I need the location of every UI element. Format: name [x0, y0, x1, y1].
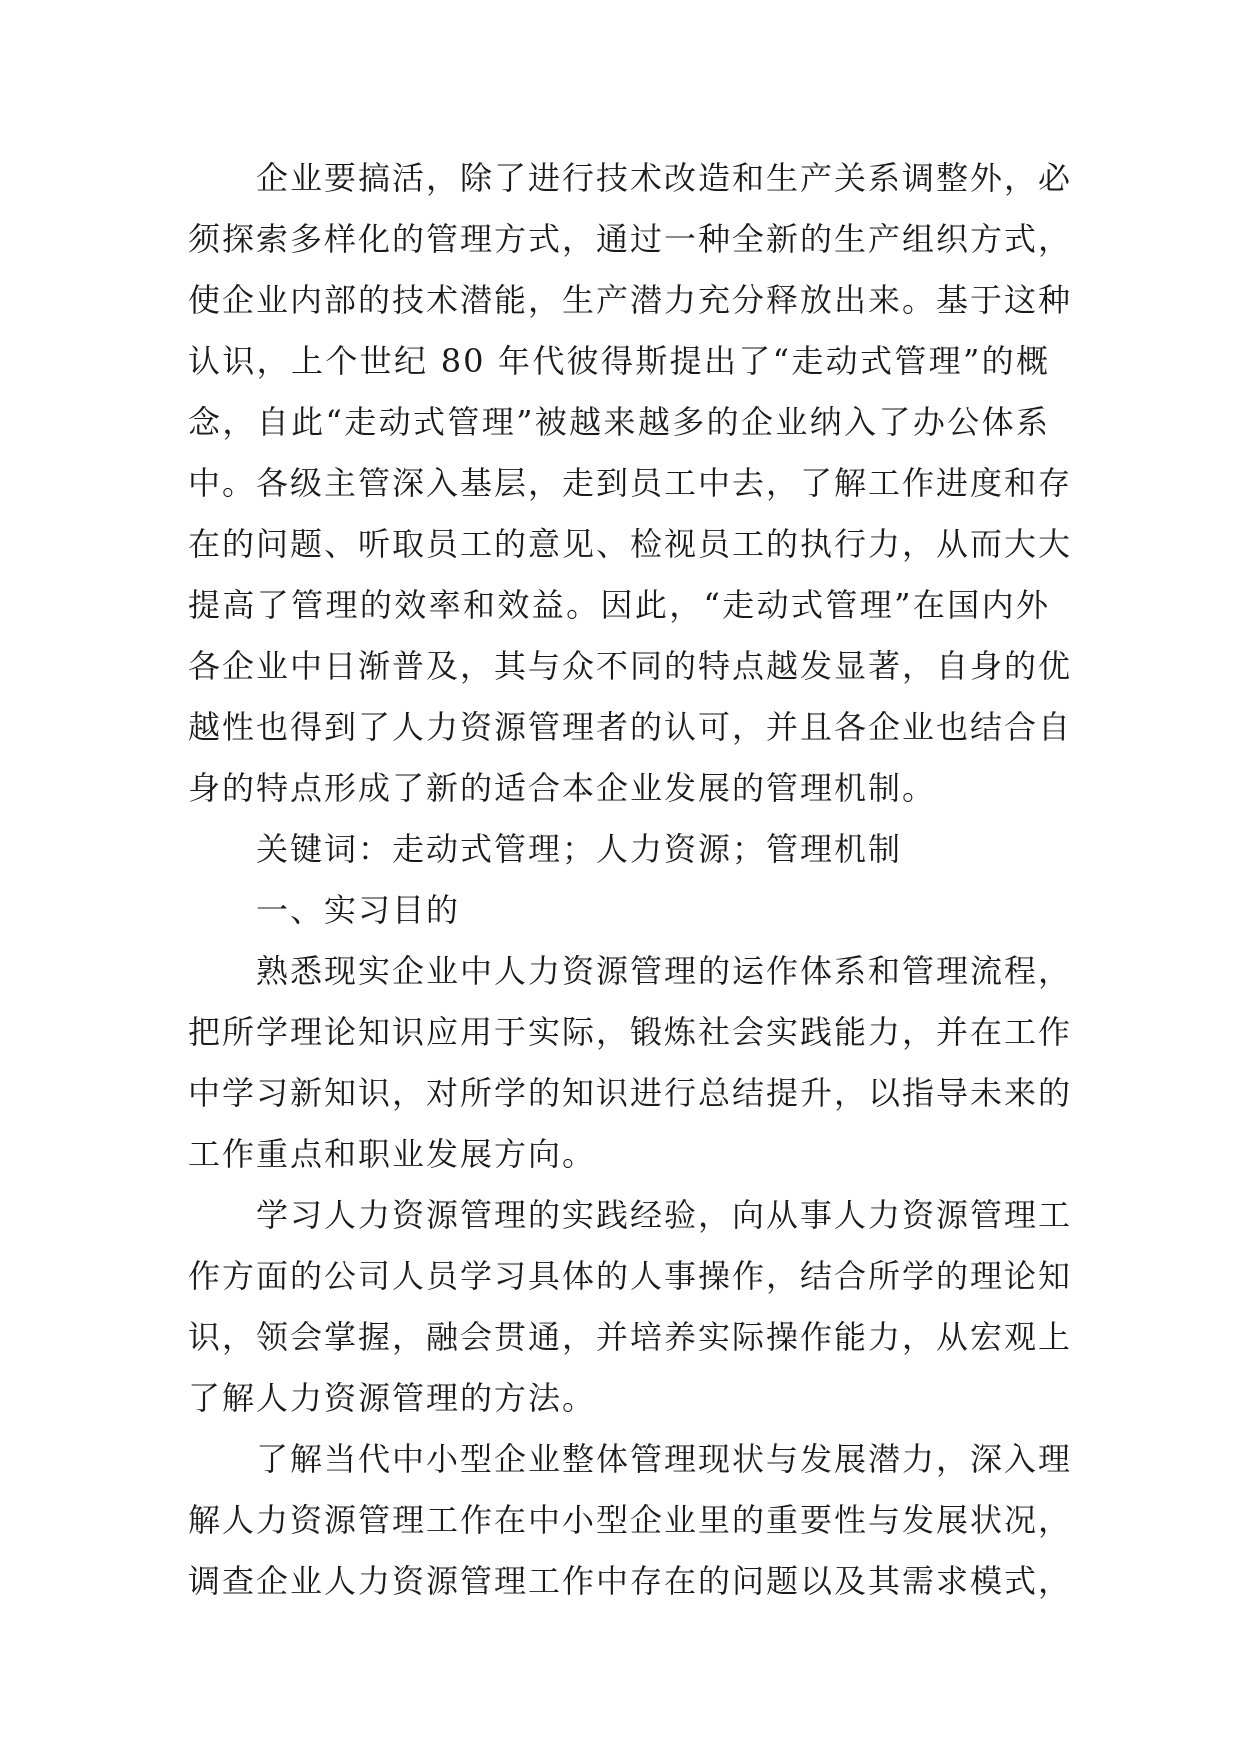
text-line: 念，自此“走动式管理”被越来越多的企业纳入了办公体系: [188, 403, 1050, 441]
text-line: 在的问题、听取员工的意见、检视员工的执行力，从而大大: [188, 525, 1073, 563]
text-line: 熟悉现实企业中人力资源管理的运作体系和管理流程，: [256, 952, 1073, 990]
text-line: 各企业中日渐普及，其与众不同的特点越发显著，自身的优: [188, 647, 1073, 685]
text-line: 使企业内部的技术潜能，生产潜力充分释放出来。基于这种: [188, 281, 1073, 319]
text-line: 关键词：走动式管理；人力资源；管理机制: [256, 830, 903, 868]
text-line: 了解人力资源管理的方法。: [188, 1379, 597, 1417]
text-line: 身的特点形成了新的适合本企业发展的管理机制。: [188, 769, 937, 807]
text-line: 认识，上个世纪 80 年代彼得斯提出了“走动式管理”的概: [188, 342, 1050, 380]
text-line: 作方面的公司人员学习具体的人事操作，结合所学的理论知: [188, 1257, 1073, 1295]
text-line: 越性也得到了人力资源管理者的认可，并且各企业也结合自: [188, 708, 1073, 746]
text-line: 中学习新知识，对所学的知识进行总结提升，以指导未来的: [188, 1074, 1073, 1112]
text-line: 了解当代中小型企业整体管理现状与发展潜力，深入理: [256, 1440, 1073, 1478]
text-line: 解人力资源管理工作在中小型企业里的重要性与发展状况，: [188, 1501, 1073, 1539]
text-line: 学习人力资源管理的实践经验，向从事人力资源管理工: [256, 1196, 1073, 1234]
text-line: 提高了管理的效率和效益。因此，“走动式管理”在国内外: [188, 586, 1050, 624]
text-line: 中。各级主管深入基层，走到员工中去，了解工作进度和存: [188, 464, 1073, 502]
text-line: 一、实习目的: [256, 891, 461, 929]
text-line: 调查企业人力资源管理工作中存在的问题以及其需求模式，: [188, 1562, 1073, 1600]
document-body: [188, 148, 1073, 1612]
text-line: 工作重点和职业发展方向。: [188, 1135, 597, 1173]
text-line: 须探索多样化的管理方式，通过一种全新的生产组织方式，: [188, 220, 1073, 258]
text-line: 识，领会掌握，融会贯通，并培养实际操作能力，从宏观上: [188, 1318, 1073, 1356]
text-line: 企业要搞活，除了进行技术改造和生产关系调整外，必: [256, 159, 1073, 197]
text-line: 把所学理论知识应用于实际，锻炼社会实践能力，并在工作: [188, 1013, 1073, 1051]
